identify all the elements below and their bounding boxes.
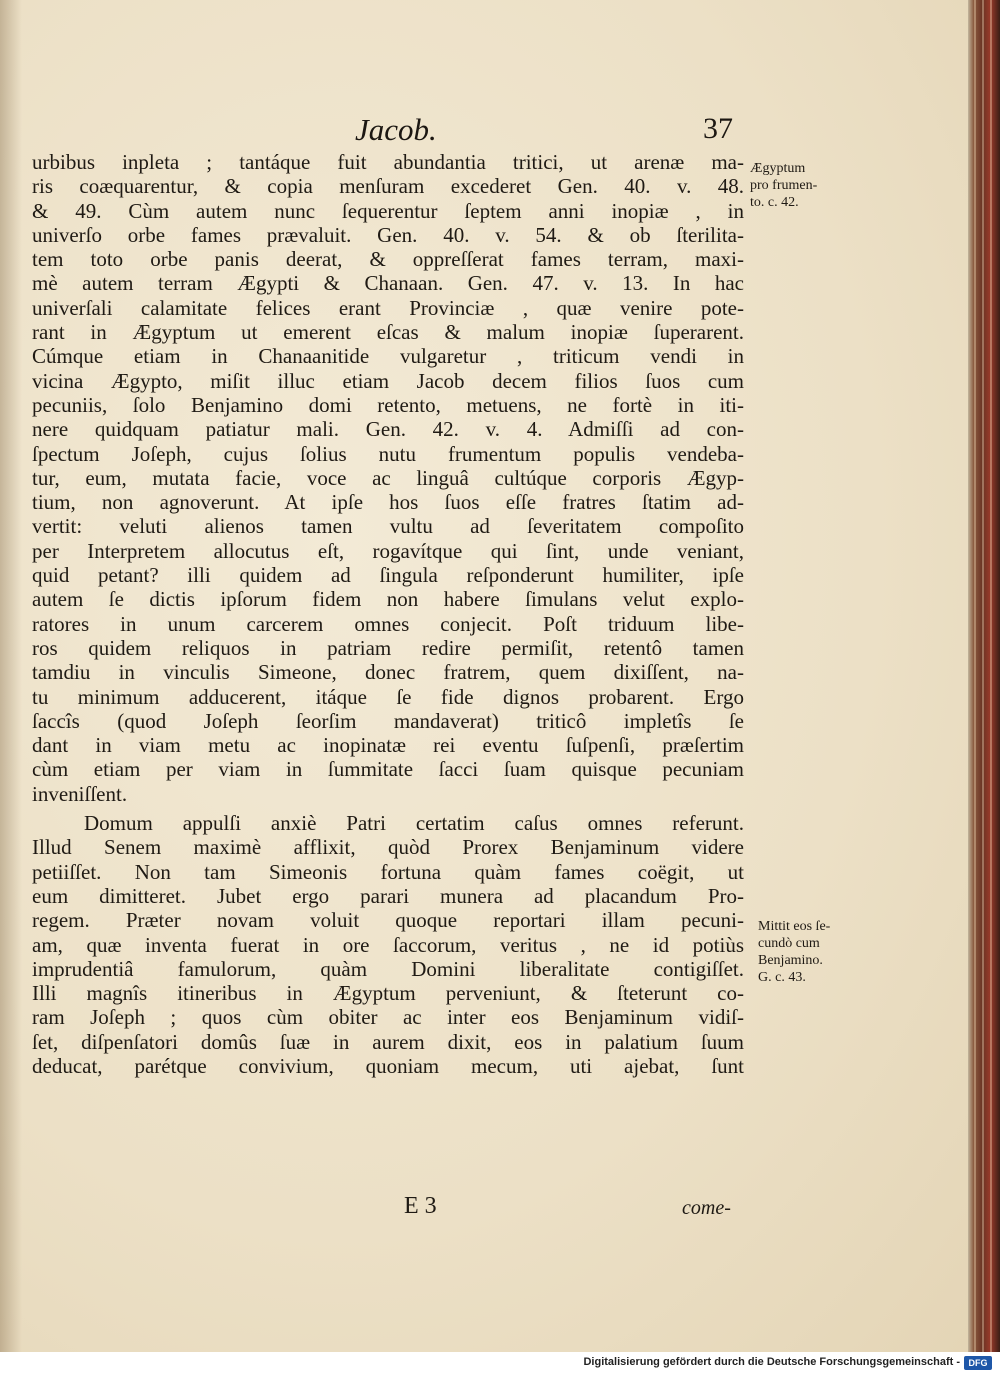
gutter-shadow (0, 0, 22, 1352)
text-line: Cúmque etiam in Chanaanitide vulgaretur , triticum vendi in (32, 344, 744, 369)
text-line: eum dimitteret. Jubet ergo parari munera ad placandum Pro- (32, 883, 744, 908)
text-line: cùm etiam per viam in ſummitate ſacci ſuam quisque pecuniam (32, 757, 744, 782)
text-line: am, quæ inventa fuerat in ore ſaccorum, veritus , ne id potiùs (32, 932, 744, 957)
text-line: inveniſſent. (32, 781, 128, 806)
text-line: ſpectum Joſeph, cujus ſolius nutu frumentum populis vendeba- (32, 441, 744, 466)
text-line: Illud Senem maximè afflixit, quòd Prorex Benjaminum videre (32, 835, 744, 860)
funding-credit: Digitalisierung gefördert durch die Deutsche Forschungsgemeinschaft - (583, 1356, 960, 1368)
text-line: vertit: veluti alienos tamen vultu ad ſeveritatem compoſito (32, 514, 744, 539)
text-line: univerſali calamitate felices erant Provinciæ , quæ venire pote- (32, 295, 744, 320)
text-line: tu minimum adducerent, itáque ſe fide dignos probarent. Ergo (32, 684, 744, 709)
margin-note-benjamin: Mittit eos ſe- cundò cum Benjamino. G. c. 43. (758, 919, 831, 985)
text-line: deducat, parétque convivium, quoniam mecum, uti ajebat, ſunt (32, 1053, 744, 1078)
signature-mark: E 3 (404, 1193, 437, 1219)
text-line: ris coæquarentur, & copia menſuram excederet Gen. 40. v. 48. (32, 174, 744, 199)
text-line: Illi magnîs itineribus in Ægyptum perveniunt, & ſteterunt co- (32, 981, 744, 1006)
text-line: petiiſſet. Non tam Simeonis fortuna quàm fames coëgit, ut (32, 859, 744, 884)
body-text (32, 150, 744, 1078)
text-line: quid petant? illi quidem ad ſingula reſponderunt humiliter, ipſe (32, 563, 744, 588)
digitization-footer (0, 1352, 1000, 1375)
text-line: & 49. Cùm autem nunc ſequerentur ſeptem anni inopiæ , in (32, 198, 744, 223)
catchword: come- (682, 1197, 731, 1219)
text-line: univerſo orbe fames prævaluit. Gen. 40. v. 54. & ob ſterilita- (32, 222, 744, 247)
text-line: mè autem terram Ægypti & Chanaan. Gen. 47. v. 13. In hac (32, 271, 744, 296)
text-line: tium, non agnoverunt. At ipſe hos ſuos eſſe fratres ſtatim ad- (32, 490, 744, 515)
text-line: pecuniis, ſolo Benjamino domi retento, metuens, ne fortè in iti- (32, 392, 744, 417)
text-line: ſet, diſpenſatori domûs ſuæ in aurem dixit, eos in palatium ſuum (32, 1029, 744, 1054)
text-line: ram Joſeph ; quos cùm obiter ac inter eos Benjaminum vidiſ- (32, 1005, 744, 1030)
text-line: dant in viam metu ac inopinatæ rei eventu ſuſpenſi, præſertim (32, 733, 744, 758)
text-line: regem. Præter novam voluit quoque reportari illam pecuni- (32, 908, 744, 933)
text-line: nere quidquam patiatur mali. Gen. 42. v. 4. Admiſſi ad con- (32, 417, 744, 442)
page-header (0, 112, 968, 152)
book-fore-edge (968, 0, 1000, 1352)
text-line: per Interpretem allocutus eſt, rogavítque qui ſint, unde veniant, (32, 538, 744, 563)
paragraph-first-line: Domum appulſi anxiè Patri certatim caſus omnes referunt. (84, 811, 744, 836)
text-line: imprudentiâ famulorum, quàm Domini liberalitate contigiſſet. (32, 956, 744, 981)
text-line: tem toto orbe panis deerat, & oppreſſerat fames terram, maxi- (32, 247, 744, 272)
text-line: ros quidem reliquos in patriam redire permiſit, retentô tamen (32, 635, 744, 660)
page-number: 37 (703, 112, 733, 145)
text-line: ratores in unum carcerem omnes conjecit. Poſt triduum libe- (32, 611, 744, 636)
dfg-logo: DFG (964, 1356, 992, 1370)
text-line: rant in Ægyptum ut emerent eſcas & malum inopiæ ſuperarent. (32, 320, 744, 345)
margin-note-egypt-grain: Ægyptum pro frumen- to. c. 42. (750, 161, 818, 210)
running-head: Jacob. (355, 112, 437, 147)
text-line: vicina Ægypto, miſit illuc etiam Jacob decem filios ſuos cum (32, 368, 744, 393)
text-line: ſaccîs (quod Joſeph ſeorſim mandaverat) triticô impletîs ſe (32, 708, 744, 733)
text-line: tamdiu in vinculis Simeone, donec fratrem, quem dixiſſent, na- (32, 660, 744, 685)
text-line: autem ſe dictis ipſorum fidem non habere ſimulans velut explo- (32, 587, 744, 612)
text-line: tur, eum, mutata facie, voce ac linguâ cultúque corporis Ægyp- (32, 465, 744, 490)
text-line: urbibus inpleta ; tantáque fuit abundantia tritici, ut arenæ ma- (32, 150, 744, 174)
